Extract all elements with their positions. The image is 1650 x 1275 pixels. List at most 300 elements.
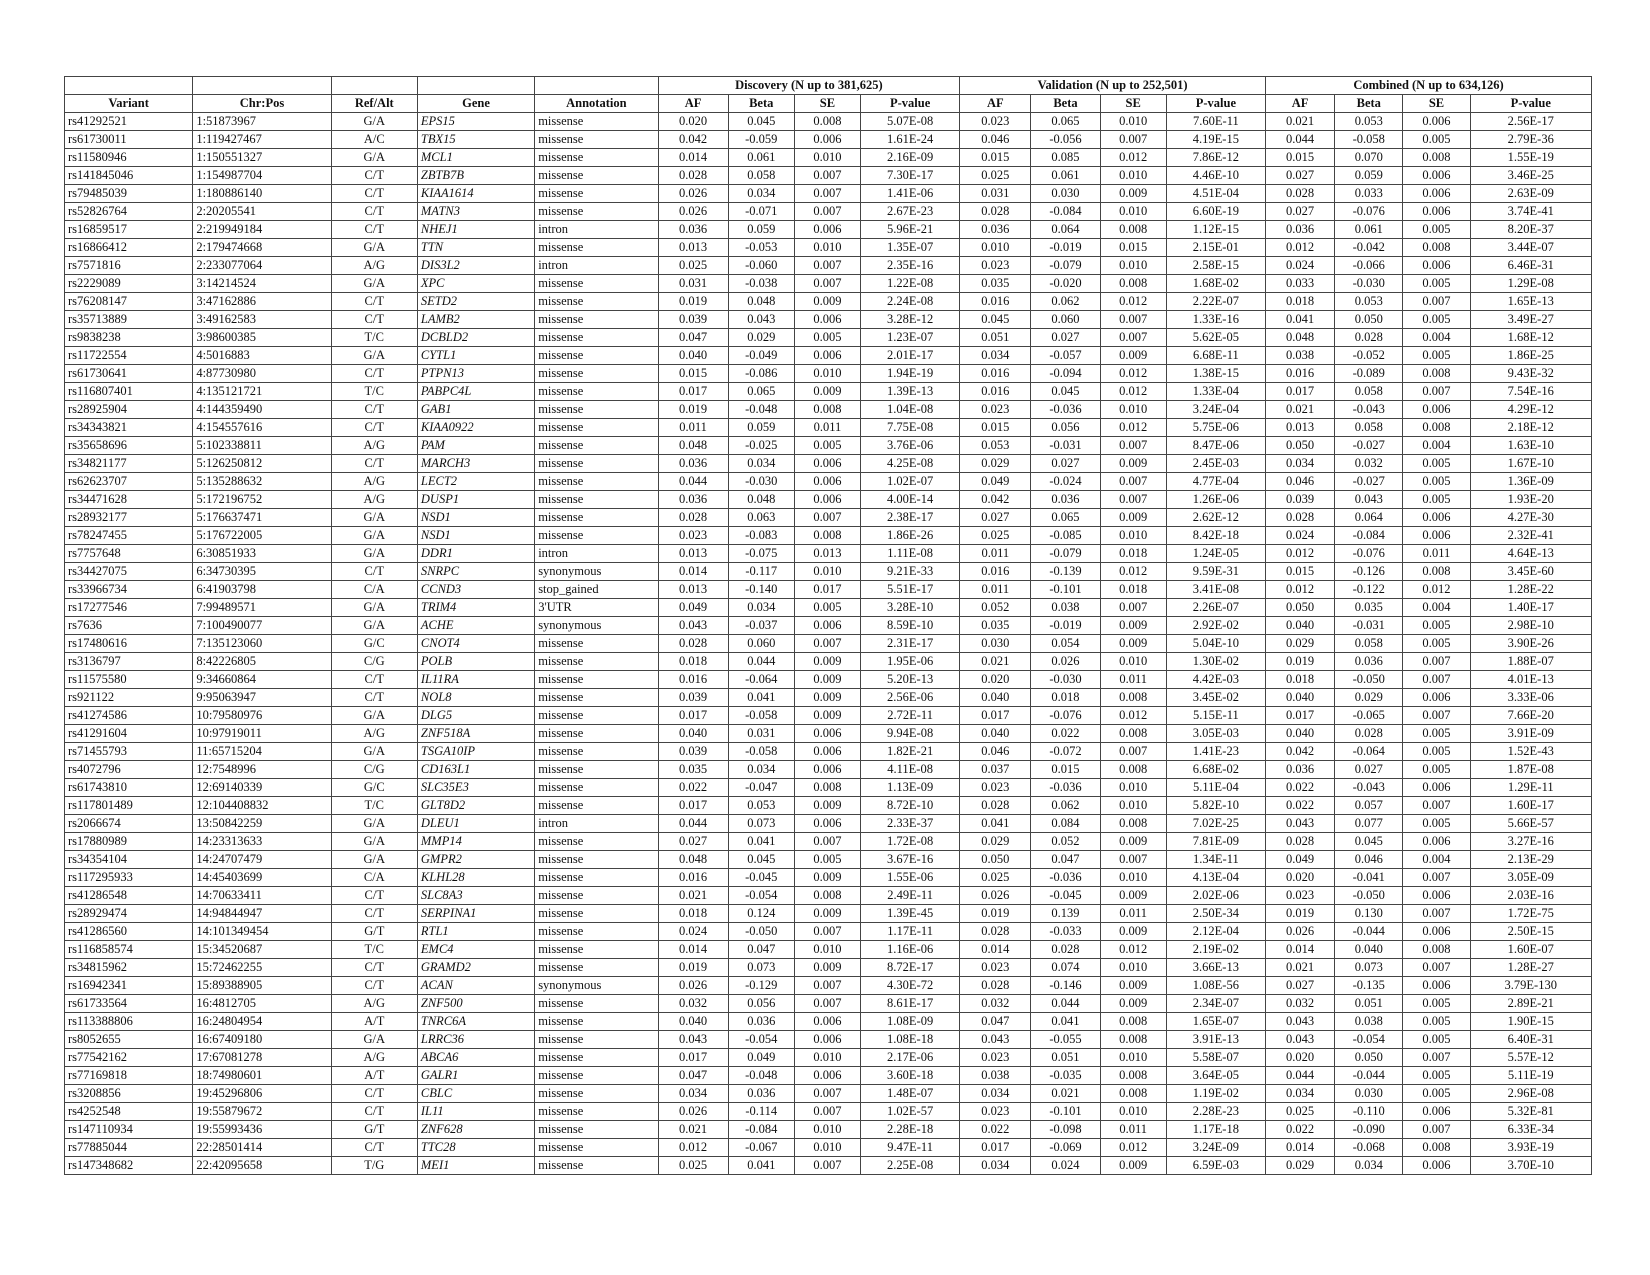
discovery-af-cell: 0.036: [658, 491, 728, 509]
validation-beta-cell: 0.027: [1031, 329, 1100, 347]
discovery-af-cell: 0.021: [658, 887, 728, 905]
validation-pvalue-cell: 1.19E-02: [1166, 1085, 1265, 1103]
combined-pvalue-cell: 3.33E-06: [1470, 689, 1591, 707]
combined-af-cell: 0.017: [1266, 383, 1335, 401]
combined-se-cell: 0.008: [1403, 365, 1470, 383]
combined-af-cell: 0.043: [1266, 1031, 1335, 1049]
combined-pvalue-cell: 2.18E-12: [1470, 419, 1591, 437]
discovery-af-cell: 0.027: [658, 833, 728, 851]
gene-cell: ZNF628: [417, 1121, 534, 1139]
combined-se-cell: 0.007: [1403, 1121, 1470, 1139]
validation-af-cell: 0.014: [960, 941, 1031, 959]
combined-se-cell: 0.006: [1403, 527, 1470, 545]
combined-se-cell: 0.005: [1403, 1085, 1470, 1103]
validation-se-cell: 0.007: [1100, 131, 1166, 149]
discovery-beta-cell: 0.045: [728, 851, 794, 869]
combined-af-cell: 0.028: [1266, 833, 1335, 851]
combined-pvalue-cell: 3.90E-26: [1470, 635, 1591, 653]
combined-beta-cell: -0.042: [1335, 239, 1403, 257]
chr-pos-cell: 1:180886140: [193, 185, 331, 203]
discovery-beta-cell: 0.063: [728, 509, 794, 527]
combined-pvalue-cell: 3.05E-09: [1470, 869, 1591, 887]
combined-pvalue-cell: 2.96E-08: [1470, 1085, 1591, 1103]
blank-header-cell: [417, 77, 534, 95]
chr-pos-cell: 10:97919011: [193, 725, 331, 743]
discovery-pvalue-cell: 1.11E-08: [860, 545, 959, 563]
validation-pvalue-cell: 2.34E-07: [1166, 995, 1265, 1013]
ref-alt-cell: C/A: [331, 581, 417, 599]
annotation-cell: missense: [535, 491, 658, 509]
discovery-beta-cell: -0.083: [728, 527, 794, 545]
combined-pvalue-cell: 4.01E-13: [1470, 671, 1591, 689]
validation-beta-cell: 0.065: [1031, 113, 1100, 131]
ref-alt-cell: C/T: [331, 1139, 417, 1157]
combined-se-cell: 0.007: [1403, 671, 1470, 689]
validation-beta-cell: -0.036: [1031, 869, 1100, 887]
validation-beta-cell: 0.015: [1031, 761, 1100, 779]
combined-pvalue-cell: 1.86E-25: [1470, 347, 1591, 365]
variant-cell: rs79485039: [65, 185, 193, 203]
chr-pos-cell: 2:219949184: [193, 221, 331, 239]
variant-cell: rs921122: [65, 689, 193, 707]
discovery-beta-cell: -0.140: [728, 581, 794, 599]
table-row: [65, 887, 1592, 905]
validation-pvalue-cell: 5.15E-11: [1166, 707, 1265, 725]
discovery-se-cell: 0.009: [794, 869, 860, 887]
chr-pos-cell: 12:104408832: [193, 797, 331, 815]
ref-alt-cell: G/C: [331, 635, 417, 653]
combined-pvalue-cell: 3.45E-60: [1470, 563, 1591, 581]
combined-group-header: Combined (N up to 634,126): [1266, 77, 1592, 95]
discovery-se-cell: 0.010: [794, 1049, 860, 1067]
discovery-pvalue-cell: 2.49E-11: [860, 887, 959, 905]
ref-alt-cell: C/T: [331, 401, 417, 419]
chr-pos-cell: 1:150551327: [193, 149, 331, 167]
combined-beta-cell: 0.028: [1335, 725, 1403, 743]
combined-af-cell: 0.040: [1266, 617, 1335, 635]
discovery-af-cell: 0.013: [658, 581, 728, 599]
column-header: SE: [794, 95, 860, 113]
discovery-pvalue-cell: 1.17E-11: [860, 923, 959, 941]
validation-af-cell: 0.034: [960, 1157, 1031, 1175]
discovery-af-cell: 0.048: [658, 437, 728, 455]
ref-alt-cell: G/A: [331, 149, 417, 167]
ref-alt-cell: G/A: [331, 1031, 417, 1049]
ref-alt-cell: A/G: [331, 437, 417, 455]
table-row: [65, 167, 1592, 185]
validation-beta-cell: -0.031: [1031, 437, 1100, 455]
annotation-cell: missense: [535, 761, 658, 779]
annotation-cell: missense: [535, 1067, 658, 1085]
validation-beta-cell: -0.069: [1031, 1139, 1100, 1157]
validation-se-cell: 0.018: [1100, 581, 1166, 599]
validation-af-cell: 0.027: [960, 509, 1031, 527]
variant-cell: rs78247455: [65, 527, 193, 545]
variant-cell: rs117801489: [65, 797, 193, 815]
discovery-se-cell: 0.008: [794, 887, 860, 905]
validation-pvalue-cell: 5.62E-05: [1166, 329, 1265, 347]
chr-pos-cell: 11:65715204: [193, 743, 331, 761]
validation-af-cell: 0.019: [960, 905, 1031, 923]
gene-cell: MARCH3: [417, 455, 534, 473]
validation-af-cell: 0.034: [960, 1085, 1031, 1103]
combined-af-cell: 0.020: [1266, 869, 1335, 887]
discovery-pvalue-cell: 1.23E-07: [860, 329, 959, 347]
combined-pvalue-cell: 2.89E-21: [1470, 995, 1591, 1013]
discovery-se-cell: 0.006: [794, 617, 860, 635]
combined-se-cell: 0.006: [1403, 185, 1470, 203]
combined-se-cell: 0.005: [1403, 311, 1470, 329]
combined-pvalue-cell: 1.93E-20: [1470, 491, 1591, 509]
gene-cell: TTC28: [417, 1139, 534, 1157]
discovery-se-cell: 0.005: [794, 599, 860, 617]
chr-pos-cell: 15:72462255: [193, 959, 331, 977]
gene-cell: IL11RA: [417, 671, 534, 689]
discovery-beta-cell: 0.045: [728, 113, 794, 131]
chr-pos-cell: 2:20205541: [193, 203, 331, 221]
validation-af-cell: 0.028: [960, 797, 1031, 815]
validation-pvalue-cell: 1.34E-11: [1166, 851, 1265, 869]
combined-se-cell: 0.006: [1403, 257, 1470, 275]
combined-se-cell: 0.006: [1403, 113, 1470, 131]
variant-cell: rs16942341: [65, 977, 193, 995]
combined-af-cell: 0.025: [1266, 1103, 1335, 1121]
variant-cell: rs41274586: [65, 707, 193, 725]
variant-cell: rs52826764: [65, 203, 193, 221]
table-row: [65, 509, 1592, 527]
combined-af-cell: 0.034: [1266, 1085, 1335, 1103]
combined-af-cell: 0.040: [1266, 689, 1335, 707]
ref-alt-cell: G/T: [331, 1121, 417, 1139]
combined-pvalue-cell: 1.29E-11: [1470, 779, 1591, 797]
gene-cell: SETD2: [417, 293, 534, 311]
validation-beta-cell: 0.060: [1031, 311, 1100, 329]
validation-beta-cell: -0.030: [1031, 671, 1100, 689]
annotation-cell: missense: [535, 653, 658, 671]
discovery-se-cell: 0.008: [794, 527, 860, 545]
combined-pvalue-cell: 1.28E-22: [1470, 581, 1591, 599]
discovery-se-cell: 0.010: [794, 1139, 860, 1157]
annotation-cell: missense: [535, 869, 658, 887]
chr-pos-cell: 2:233077064: [193, 257, 331, 275]
combined-se-cell: 0.005: [1403, 131, 1470, 149]
validation-beta-cell: -0.101: [1031, 581, 1100, 599]
combined-af-cell: 0.015: [1266, 563, 1335, 581]
discovery-af-cell: 0.021: [658, 1121, 728, 1139]
discovery-se-cell: 0.010: [794, 941, 860, 959]
combined-beta-cell: 0.053: [1335, 113, 1403, 131]
validation-pvalue-cell: 8.47E-06: [1166, 437, 1265, 455]
chr-pos-cell: 5:135288632: [193, 473, 331, 491]
combined-af-cell: 0.034: [1266, 455, 1335, 473]
validation-pvalue-cell: 1.12E-15: [1166, 221, 1265, 239]
chr-pos-cell: 12:69140339: [193, 779, 331, 797]
validation-beta-cell: -0.079: [1031, 545, 1100, 563]
variant-cell: rs147348682: [65, 1157, 193, 1175]
combined-pvalue-cell: 6.46E-31: [1470, 257, 1591, 275]
validation-se-cell: 0.008: [1100, 761, 1166, 779]
validation-af-cell: 0.029: [960, 455, 1031, 473]
validation-pvalue-cell: 2.12E-04: [1166, 923, 1265, 941]
annotation-cell: stop_gained: [535, 581, 658, 599]
discovery-af-cell: 0.017: [658, 383, 728, 401]
discovery-se-cell: 0.009: [794, 293, 860, 311]
combined-af-cell: 0.046: [1266, 473, 1335, 491]
combined-se-cell: 0.006: [1403, 1157, 1470, 1175]
discovery-beta-cell: -0.047: [728, 779, 794, 797]
ref-alt-cell: G/A: [331, 707, 417, 725]
validation-se-cell: 0.010: [1100, 203, 1166, 221]
discovery-beta-cell: -0.054: [728, 1031, 794, 1049]
combined-pvalue-cell: 2.98E-10: [1470, 617, 1591, 635]
table-row: [65, 581, 1592, 599]
annotation-cell: intron: [535, 257, 658, 275]
annotation-cell: missense: [535, 527, 658, 545]
combined-beta-cell: 0.028: [1335, 329, 1403, 347]
combined-beta-cell: 0.059: [1335, 167, 1403, 185]
column-header: Beta: [1031, 95, 1100, 113]
gene-cell: ZBTB7B: [417, 167, 534, 185]
combined-beta-cell: -0.030: [1335, 275, 1403, 293]
discovery-af-cell: 0.048: [658, 851, 728, 869]
discovery-af-cell: 0.047: [658, 329, 728, 347]
annotation-cell: missense: [535, 239, 658, 257]
discovery-pvalue-cell: 1.95E-06: [860, 653, 959, 671]
discovery-af-cell: 0.028: [658, 635, 728, 653]
validation-pvalue-cell: 2.58E-15: [1166, 257, 1265, 275]
validation-se-cell: 0.010: [1100, 959, 1166, 977]
combined-beta-cell: 0.073: [1335, 959, 1403, 977]
discovery-beta-cell: 0.048: [728, 491, 794, 509]
variant-cell: rs4072796: [65, 761, 193, 779]
discovery-pvalue-cell: 4.30E-72: [860, 977, 959, 995]
discovery-af-cell: 0.013: [658, 239, 728, 257]
combined-beta-cell: -0.054: [1335, 1031, 1403, 1049]
combined-se-cell: 0.007: [1403, 653, 1470, 671]
discovery-se-cell: 0.006: [794, 347, 860, 365]
combined-beta-cell: -0.031: [1335, 617, 1403, 635]
combined-se-cell: 0.007: [1403, 869, 1470, 887]
validation-beta-cell: 0.084: [1031, 815, 1100, 833]
ref-alt-cell: G/C: [331, 779, 417, 797]
combined-pvalue-cell: 3.74E-41: [1470, 203, 1591, 221]
validation-pvalue-cell: 8.42E-18: [1166, 527, 1265, 545]
validation-af-cell: 0.023: [960, 779, 1031, 797]
combined-beta-cell: -0.044: [1335, 1067, 1403, 1085]
discovery-pvalue-cell: 7.75E-08: [860, 419, 959, 437]
discovery-af-cell: 0.040: [658, 347, 728, 365]
variant-cell: rs77885044: [65, 1139, 193, 1157]
ref-alt-cell: G/A: [331, 743, 417, 761]
validation-se-cell: 0.008: [1100, 725, 1166, 743]
validation-af-cell: 0.016: [960, 365, 1031, 383]
discovery-se-cell: 0.006: [794, 815, 860, 833]
discovery-se-cell: 0.009: [794, 707, 860, 725]
column-header: P-value: [860, 95, 959, 113]
table-row: [65, 905, 1592, 923]
combined-beta-cell: -0.126: [1335, 563, 1403, 581]
gene-cell: POLB: [417, 653, 534, 671]
combined-pvalue-cell: 1.90E-15: [1470, 1013, 1591, 1031]
validation-se-cell: 0.007: [1100, 437, 1166, 455]
validation-pvalue-cell: 3.45E-02: [1166, 689, 1265, 707]
validation-af-cell: 0.051: [960, 329, 1031, 347]
discovery-se-cell: 0.007: [794, 833, 860, 851]
combined-pvalue-cell: 3.27E-16: [1470, 833, 1591, 851]
gene-cell: TSGA10IP: [417, 743, 534, 761]
validation-se-cell: 0.010: [1100, 1049, 1166, 1067]
ref-alt-cell: A/G: [331, 1049, 417, 1067]
annotation-cell: missense: [535, 1085, 658, 1103]
combined-se-cell: 0.006: [1403, 401, 1470, 419]
discovery-pvalue-cell: 3.60E-18: [860, 1067, 959, 1085]
combined-af-cell: 0.021: [1266, 401, 1335, 419]
validation-beta-cell: 0.026: [1031, 653, 1100, 671]
chr-pos-cell: 14:45403699: [193, 869, 331, 887]
chr-pos-cell: 4:135121721: [193, 383, 331, 401]
validation-se-cell: 0.012: [1100, 293, 1166, 311]
combined-beta-cell: -0.052: [1335, 347, 1403, 365]
column-header: Ref/Alt: [331, 95, 417, 113]
combined-beta-cell: 0.029: [1335, 689, 1403, 707]
combined-pvalue-cell: 5.66E-57: [1470, 815, 1591, 833]
discovery-se-cell: 0.005: [794, 437, 860, 455]
discovery-af-cell: 0.026: [658, 1103, 728, 1121]
discovery-af-cell: 0.024: [658, 923, 728, 941]
combined-se-cell: 0.004: [1403, 599, 1470, 617]
validation-beta-cell: -0.036: [1031, 779, 1100, 797]
validation-af-cell: 0.042: [960, 491, 1031, 509]
combined-beta-cell: 0.033: [1335, 185, 1403, 203]
discovery-af-cell: 0.040: [658, 1013, 728, 1031]
combined-pvalue-cell: 1.67E-10: [1470, 455, 1591, 473]
ref-alt-cell: G/A: [331, 113, 417, 131]
validation-af-cell: 0.023: [960, 1103, 1031, 1121]
discovery-se-cell: 0.007: [794, 1085, 860, 1103]
discovery-beta-cell: -0.045: [728, 869, 794, 887]
gene-cell: ZNF518A: [417, 725, 534, 743]
validation-pvalue-cell: 3.91E-13: [1166, 1031, 1265, 1049]
chr-pos-cell: 10:79580976: [193, 707, 331, 725]
variant-cell: rs117295933: [65, 869, 193, 887]
discovery-se-cell: 0.008: [794, 401, 860, 419]
combined-pvalue-cell: 7.54E-16: [1470, 383, 1591, 401]
table-row: [65, 311, 1592, 329]
validation-se-cell: 0.009: [1100, 977, 1166, 995]
validation-af-cell: 0.046: [960, 743, 1031, 761]
combined-af-cell: 0.014: [1266, 941, 1335, 959]
column-header: Beta: [728, 95, 794, 113]
combined-se-cell: 0.008: [1403, 941, 1470, 959]
table-row: [65, 1031, 1592, 1049]
validation-beta-cell: 0.074: [1031, 959, 1100, 977]
combined-af-cell: 0.022: [1266, 1121, 1335, 1139]
combined-beta-cell: 0.058: [1335, 419, 1403, 437]
chr-pos-cell: 14:23313633: [193, 833, 331, 851]
combined-af-cell: 0.049: [1266, 851, 1335, 869]
discovery-pvalue-cell: 1.04E-08: [860, 401, 959, 419]
discovery-pvalue-cell: 2.56E-06: [860, 689, 959, 707]
annotation-cell: missense: [535, 419, 658, 437]
discovery-beta-cell: -0.058: [728, 743, 794, 761]
discovery-af-cell: 0.016: [658, 671, 728, 689]
validation-af-cell: 0.041: [960, 815, 1031, 833]
validation-se-cell: 0.011: [1100, 1121, 1166, 1139]
combined-beta-cell: 0.053: [1335, 293, 1403, 311]
validation-se-cell: 0.010: [1100, 1103, 1166, 1121]
validation-beta-cell: -0.101: [1031, 1103, 1100, 1121]
annotation-cell: missense: [535, 905, 658, 923]
discovery-beta-cell: -0.117: [728, 563, 794, 581]
validation-af-cell: 0.036: [960, 221, 1031, 239]
validation-pvalue-cell: 2.15E-01: [1166, 239, 1265, 257]
discovery-se-cell: 0.006: [794, 743, 860, 761]
discovery-beta-cell: 0.036: [728, 1013, 794, 1031]
combined-pvalue-cell: 4.29E-12: [1470, 401, 1591, 419]
ref-alt-cell: G/A: [331, 347, 417, 365]
validation-pvalue-cell: 1.38E-15: [1166, 365, 1265, 383]
validation-beta-cell: -0.055: [1031, 1031, 1100, 1049]
combined-pvalue-cell: 9.43E-32: [1470, 365, 1591, 383]
chr-pos-cell: 15:89388905: [193, 977, 331, 995]
chr-pos-cell: 16:4812705: [193, 995, 331, 1013]
discovery-af-cell: 0.039: [658, 311, 728, 329]
annotation-cell: missense: [535, 1121, 658, 1139]
validation-beta-cell: 0.045: [1031, 383, 1100, 401]
table-row: [65, 365, 1592, 383]
variant-cell: rs116858574: [65, 941, 193, 959]
combined-se-cell: 0.005: [1403, 473, 1470, 491]
combined-pvalue-cell: 3.70E-10: [1470, 1157, 1591, 1175]
annotation-cell: missense: [535, 797, 658, 815]
gene-cell: DDR1: [417, 545, 534, 563]
discovery-beta-cell: 0.041: [728, 833, 794, 851]
table-row: [65, 203, 1592, 221]
combined-pvalue-cell: 2.03E-16: [1470, 887, 1591, 905]
gene-cell: IL11: [417, 1103, 534, 1121]
blank-header-cell: [65, 77, 193, 95]
discovery-se-cell: 0.009: [794, 689, 860, 707]
gene-cell: MCL1: [417, 149, 534, 167]
discovery-pvalue-cell: 7.30E-17: [860, 167, 959, 185]
validation-af-cell: 0.017: [960, 1139, 1031, 1157]
discovery-beta-cell: 0.058: [728, 167, 794, 185]
combined-se-cell: 0.006: [1403, 1103, 1470, 1121]
validation-af-cell: 0.047: [960, 1013, 1031, 1031]
discovery-beta-cell: 0.034: [728, 761, 794, 779]
validation-se-cell: 0.012: [1100, 383, 1166, 401]
ref-alt-cell: C/G: [331, 653, 417, 671]
variant-cell: rs76208147: [65, 293, 193, 311]
variant-cell: rs11722554: [65, 347, 193, 365]
discovery-se-cell: 0.007: [794, 1157, 860, 1175]
chr-pos-cell: 9:34660864: [193, 671, 331, 689]
validation-pvalue-cell: 5.11E-04: [1166, 779, 1265, 797]
validation-beta-cell: -0.033: [1031, 923, 1100, 941]
gene-cell: EPS15: [417, 113, 534, 131]
gene-cell: LAMB2: [417, 311, 534, 329]
validation-pvalue-cell: 3.05E-03: [1166, 725, 1265, 743]
variant-cell: rs17277546: [65, 599, 193, 617]
gene-cell: CCND3: [417, 581, 534, 599]
discovery-af-cell: 0.036: [658, 455, 728, 473]
validation-pvalue-cell: 1.30E-02: [1166, 653, 1265, 671]
ref-alt-cell: C/T: [331, 563, 417, 581]
chr-pos-cell: 22:42095658: [193, 1157, 331, 1175]
annotation-cell: missense: [535, 635, 658, 653]
discovery-beta-cell: -0.075: [728, 545, 794, 563]
combined-se-cell: 0.005: [1403, 635, 1470, 653]
